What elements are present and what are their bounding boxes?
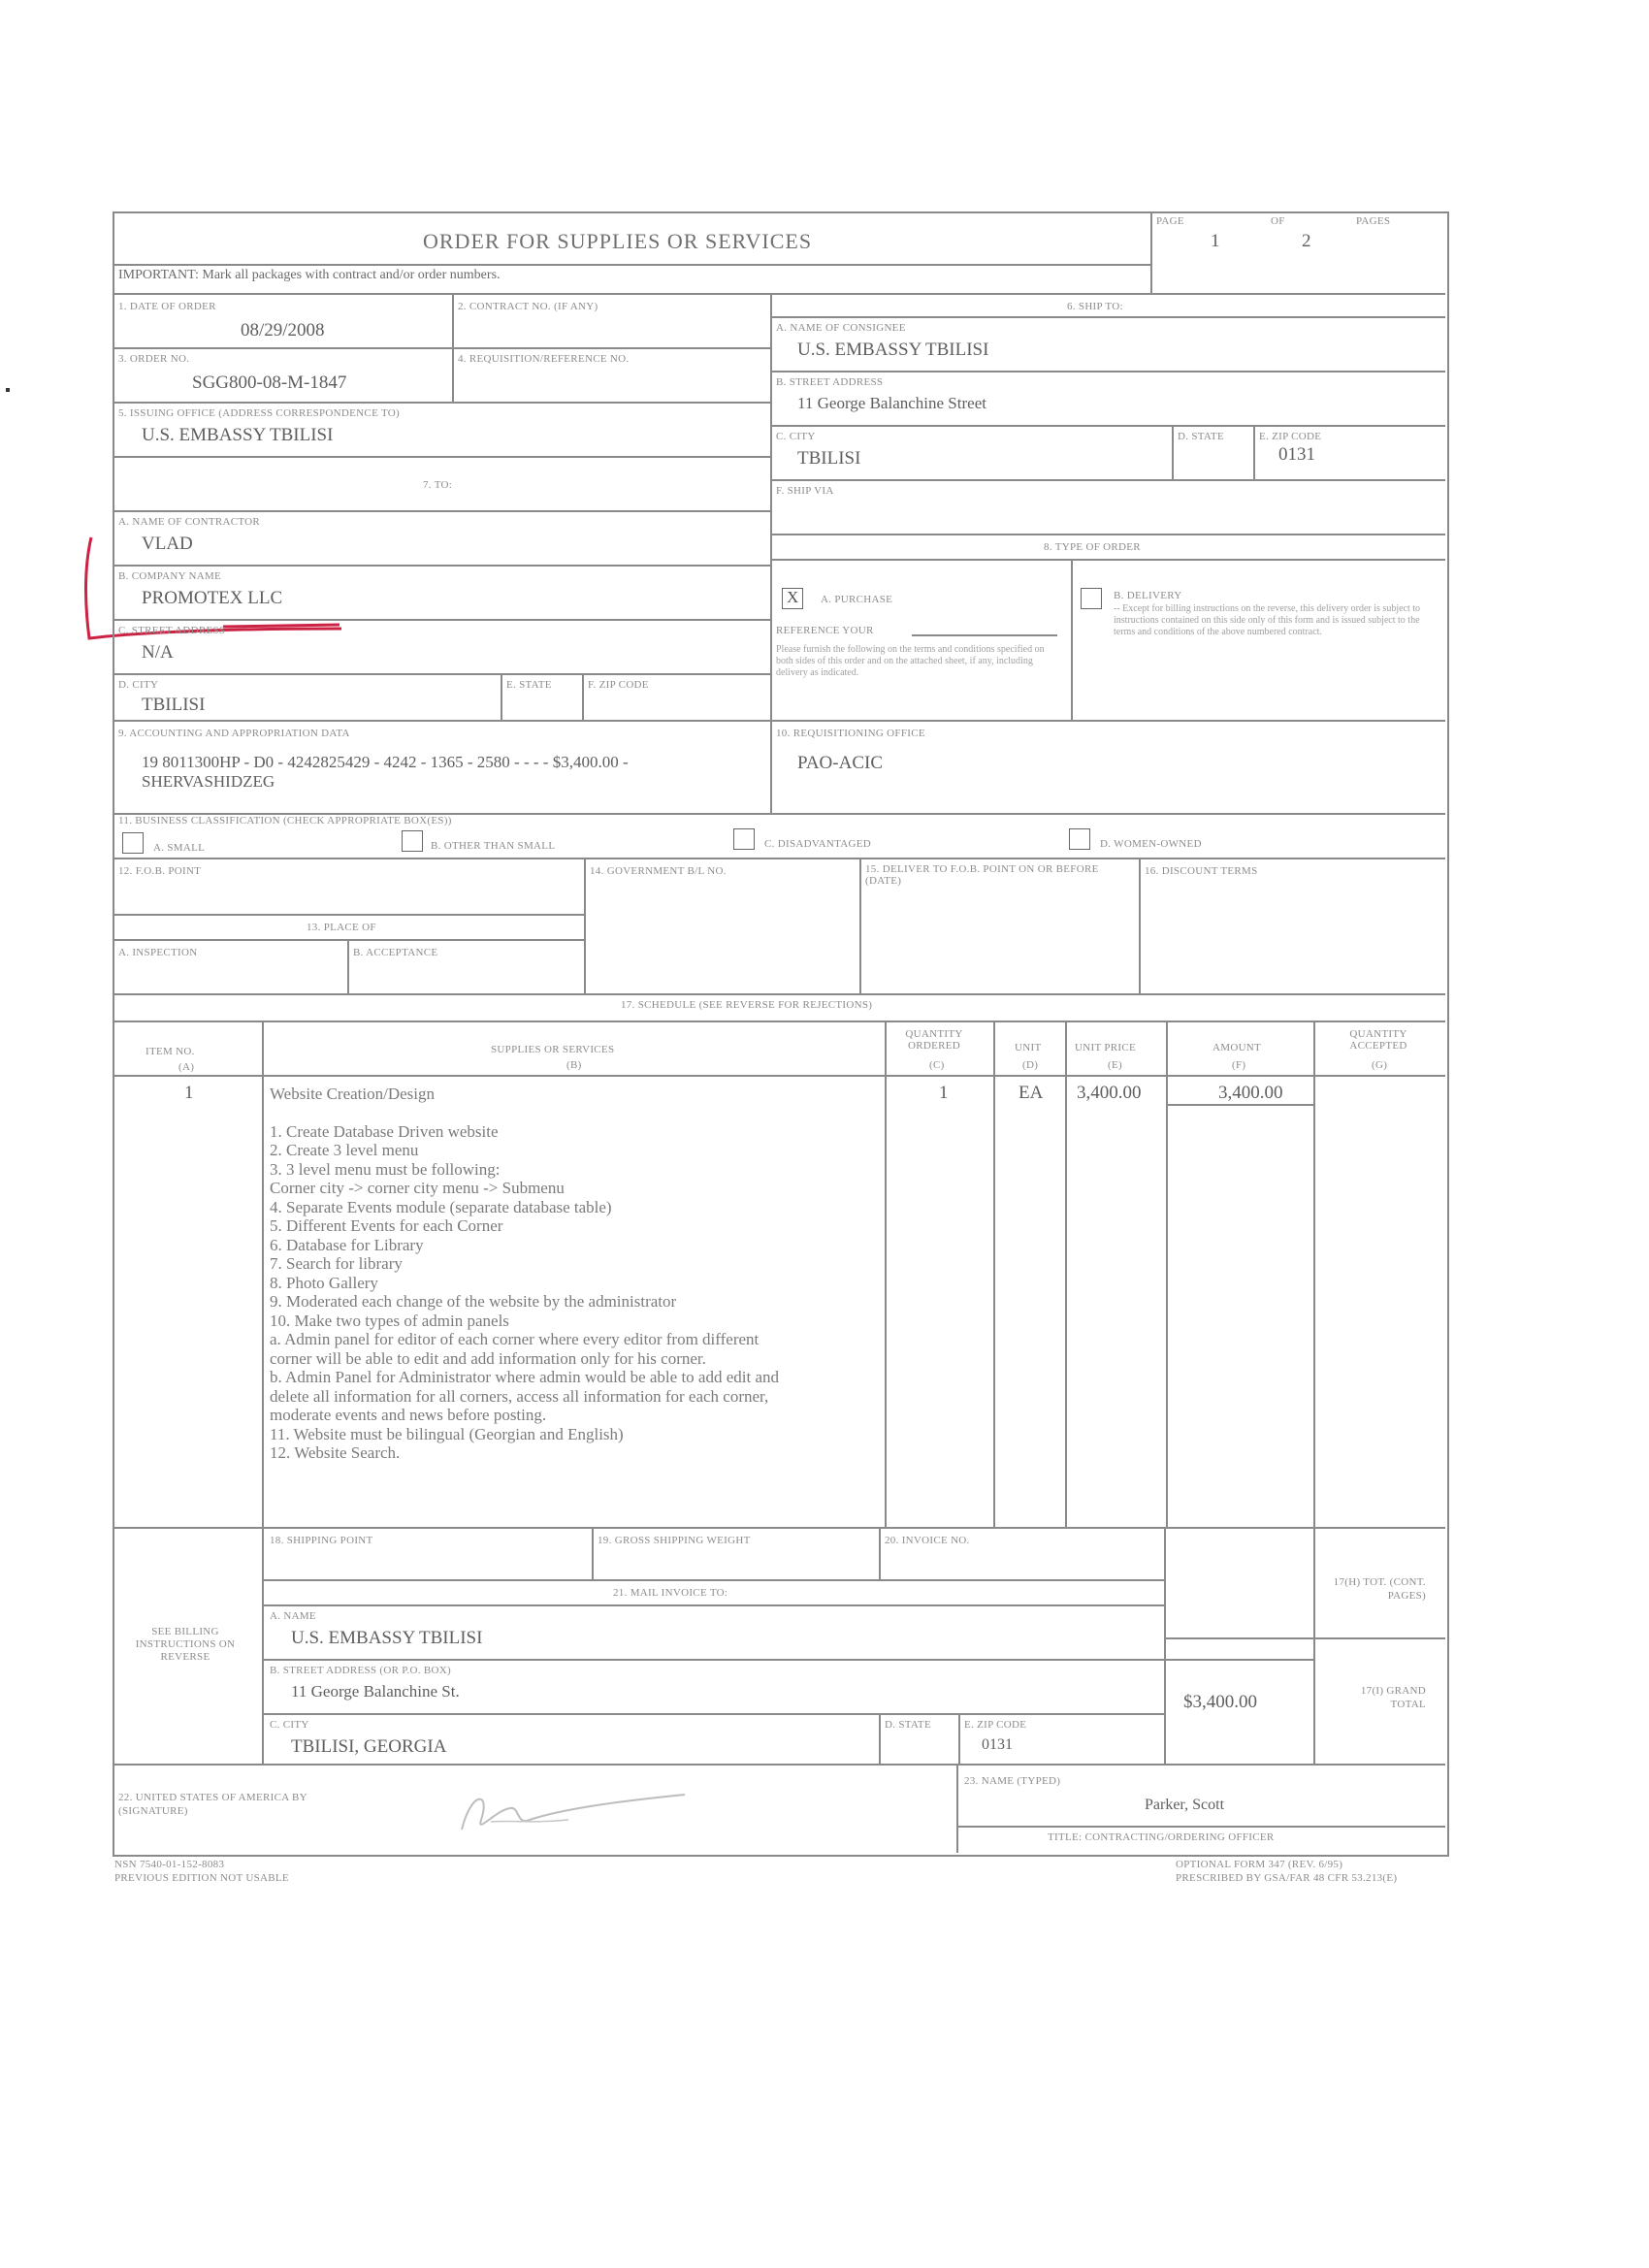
delivery-label: B. DELIVERY xyxy=(1114,590,1182,601)
rule xyxy=(113,1764,1445,1766)
rule xyxy=(1253,425,1255,479)
rule xyxy=(1164,1637,1445,1639)
description-line: 10. Make two types of admin panels xyxy=(270,1311,509,1330)
requisitioning-value: PAO-ACIC xyxy=(797,753,883,773)
fob-label: 12. F.O.B. POINT xyxy=(118,865,202,877)
bill-state-label: D. STATE xyxy=(885,1719,931,1731)
footer-prescribed: PRESCRIBED BY GSA/FAR 48 CFR 53.213(E) xyxy=(1176,1872,1398,1884)
rule xyxy=(113,1527,1445,1529)
description-line: 1. Create Database Driven website xyxy=(270,1121,499,1141)
usa-label: 22. UNITED STATES OF AMERICA BY (SIGNATURE) xyxy=(118,1792,307,1817)
important-note: IMPORTANT: Mark all packages with contract and/or order numbers. xyxy=(118,268,501,282)
consignee-value: U.S. EMBASSY TBILISI xyxy=(797,340,989,360)
grand-total-value: $3,400.00 xyxy=(1183,1692,1257,1712)
to-label: 7. TO: xyxy=(423,479,453,491)
col-unit-price: UNIT PRICE xyxy=(1075,1042,1136,1053)
rule xyxy=(347,939,349,993)
rule xyxy=(113,1021,1445,1022)
ship-zip-label: E. ZIP CODE xyxy=(1259,431,1322,442)
description-line: moderate events and news before posting. xyxy=(270,1406,547,1424)
ship-city-label: C. CITY xyxy=(776,431,816,442)
rule xyxy=(879,1527,881,1579)
bill-zip-value: 0131 xyxy=(982,1736,1013,1753)
item-amount: 3,400.00 xyxy=(1218,1083,1283,1103)
rule xyxy=(113,402,770,404)
rule xyxy=(113,347,770,349)
grand-total-label: 17(I) GRAND TOTAL xyxy=(1360,1685,1426,1710)
rule xyxy=(770,316,1445,318)
date-label: 1. DATE OF ORDER xyxy=(118,301,216,312)
biz-women-label: D. WOMEN-OWNED xyxy=(1100,838,1202,850)
rule xyxy=(1313,1527,1315,1764)
col-unit: UNIT xyxy=(1015,1042,1042,1053)
reference-label: REFERENCE YOUR xyxy=(776,625,874,636)
schedule-title: 17. SCHEDULE (SEE REVERSE FOR REJECTIONS) xyxy=(621,999,873,1011)
biz-small-checkbox[interactable] xyxy=(122,832,144,854)
rule xyxy=(113,673,770,675)
description-lines xyxy=(270,1122,890,1463)
item-unit: EA xyxy=(1018,1083,1044,1103)
stray-mark xyxy=(6,388,10,392)
bill-zip-label: E. ZIP CODE xyxy=(964,1719,1027,1731)
ship-city-value: TBILISI xyxy=(797,448,861,469)
rule xyxy=(113,456,770,458)
bill-name-value: U.S. EMBASSY TBILISI xyxy=(291,1628,483,1648)
rule xyxy=(262,1604,1164,1606)
invoice-label: 20. INVOICE NO. xyxy=(885,1535,970,1546)
description-line: b. Admin Panel for Administrator where admin would be able to add edit and xyxy=(270,1368,779,1386)
col-amount: AMOUNT xyxy=(1212,1042,1262,1053)
rule xyxy=(1166,1104,1313,1106)
form-title: ORDER FOR SUPPLIES OR SERVICES xyxy=(423,229,813,253)
street-value: N/A xyxy=(142,642,174,663)
ship-street-value: 11 George Balanchine Street xyxy=(797,394,986,412)
place-of-label: 13. PLACE OF xyxy=(307,922,376,933)
footer-previous: PREVIOUS EDITION NOT USABLE xyxy=(114,1872,289,1884)
description-line: 4. Separate Events module (separate database table) xyxy=(270,1197,612,1216)
rule xyxy=(770,371,1445,373)
rule xyxy=(113,510,770,512)
consignee-label: A. NAME OF CONSIGNEE xyxy=(776,322,906,334)
state-label: E. STATE xyxy=(506,679,552,691)
gross-weight-label: 19. GROSS SHIPPING WEIGHT xyxy=(598,1535,751,1546)
rule xyxy=(993,1021,995,1527)
item-quantity: 1 xyxy=(939,1083,949,1103)
bill-street-value: 11 George Balanchine St. xyxy=(291,1682,460,1701)
requisitioning-label: 10. REQUISITIONING OFFICE xyxy=(776,728,925,739)
delivery-checkbox[interactable] xyxy=(1081,588,1102,609)
biz-disadv-label: C. DISADVANTAGED xyxy=(764,838,872,850)
description-line: 12. Website Search. xyxy=(270,1443,401,1462)
acceptance-label: B. ACCEPTANCE xyxy=(353,947,438,958)
col-unit-price-sub: (E) xyxy=(1108,1059,1122,1071)
ship-zip-value: 0131 xyxy=(1278,444,1315,465)
typed-name-label: 23. NAME (TYPED) xyxy=(964,1775,1061,1787)
issuing-office-value: U.S. EMBASSY TBILISI xyxy=(142,425,334,445)
col-qty-sub: (C) xyxy=(929,1059,945,1071)
rule xyxy=(770,425,1445,427)
delivery-fine-print: -- Except for billing instructions on the reverse, this delivery order is subject to instructions contained on this side only of this form and is issued subject to the terms and conditions of the above numbered contract. xyxy=(1114,603,1421,637)
company-value: PROMOTEX LLC xyxy=(142,588,283,608)
pages-label: PAGES xyxy=(1356,215,1391,227)
contract-label: 2. CONTRACT NO. (IF ANY) xyxy=(458,301,598,312)
footer-form-id: OPTIONAL FORM 347 (REV. 6/95) xyxy=(1176,1859,1343,1870)
of-label: OF xyxy=(1271,215,1285,227)
rule xyxy=(262,1579,1164,1581)
bill-street-label: B. STREET ADDRESS (OR P.O. BOX) xyxy=(270,1665,451,1676)
rule xyxy=(113,565,770,567)
description-line: 2. Create 3 level menu xyxy=(270,1141,419,1159)
page-label: PAGE xyxy=(1156,215,1184,227)
rule xyxy=(956,1826,1445,1828)
gov-bl-label: 14. GOVERNMENT B/L NO. xyxy=(590,865,727,877)
rule xyxy=(113,914,584,916)
col-qty-accepted: QUANTITY ACCEPTED xyxy=(1349,1028,1407,1052)
rule xyxy=(113,1075,1445,1077)
ship-street-label: B. STREET ADDRESS xyxy=(776,376,884,388)
page-total: 2 xyxy=(1302,231,1311,251)
accounting-line-1: 19 8011300HP - D0 - 4242825429 - 4242 - 1365 - 2580 - - - - $3,400.00 - xyxy=(142,753,629,771)
date-value: 08/29/2008 xyxy=(241,320,325,340)
accounting-line-2: SHERVASHIDZEG xyxy=(142,772,275,791)
description-line: 6. Database for Library xyxy=(270,1235,424,1254)
purchase-checkbox[interactable] xyxy=(782,588,803,609)
rule xyxy=(770,720,772,813)
company-label: B. COMPANY NAME xyxy=(118,570,222,582)
shipping-point-label: 18. SHIPPING POINT xyxy=(270,1535,373,1546)
total-cont-label: 17(H) TOT. (CONT. PAGES) xyxy=(1333,1576,1426,1602)
col-item: ITEM NO. xyxy=(146,1046,195,1057)
mail-invoice-label: 21. MAIL INVOICE TO: xyxy=(613,1587,728,1599)
col-qty-accepted-sub: (G) xyxy=(1372,1059,1388,1071)
rule xyxy=(1164,1527,1166,1764)
rule xyxy=(956,1764,958,1853)
officer-signature xyxy=(452,1781,695,1839)
page-number: 1 xyxy=(1211,231,1220,251)
rule xyxy=(113,720,1445,722)
item-unit-price: 3,400.00 xyxy=(1077,1083,1142,1103)
street-label: C. STREET ADDRESS xyxy=(118,625,226,636)
city-label: D. CITY xyxy=(118,679,159,691)
zip-label: F. ZIP CODE xyxy=(588,679,649,691)
rule xyxy=(113,619,770,621)
discount-label: 16. DISCOUNT TERMS xyxy=(1145,865,1258,877)
bill-city-label: C. CITY xyxy=(270,1719,309,1731)
bill-name-label: A. NAME xyxy=(270,1610,316,1622)
col-supplies: SUPPLIES OR SERVICES xyxy=(491,1044,615,1055)
description-line: 9. Moderated each change of the website by the administrator xyxy=(270,1292,677,1311)
item-description xyxy=(270,1085,890,1463)
rule xyxy=(262,1713,1164,1715)
description-line: 8. Photo Gallery xyxy=(270,1273,378,1292)
rule xyxy=(859,858,861,993)
rule xyxy=(1139,858,1141,993)
city-value: TBILISI xyxy=(142,695,206,715)
rule xyxy=(770,559,1445,561)
col-amount-sub: (F) xyxy=(1232,1059,1246,1071)
contractor-label: A. NAME OF CONTRACTOR xyxy=(118,516,261,528)
description-line: 7. Search for library xyxy=(270,1254,403,1273)
accounting-label: 9. ACCOUNTING AND APPROPRIATION DATA xyxy=(118,728,350,739)
rule xyxy=(1065,1021,1067,1527)
description-line: 3. 3 level menu must be following: xyxy=(270,1159,501,1179)
rule xyxy=(501,673,502,720)
col-unit-sub: (D) xyxy=(1022,1059,1039,1071)
inspection-label: A. INSPECTION xyxy=(118,947,198,958)
rule xyxy=(113,993,1445,995)
rule xyxy=(113,858,1445,859)
purchase-label: A. PURCHASE xyxy=(821,594,893,605)
deliver-fob-label: 15. DELIVER TO F.O.B. POINT ON OR BEFORE (DATE) xyxy=(865,863,1099,887)
typed-name-value: Parker, Scott xyxy=(1145,1797,1225,1813)
rule xyxy=(262,1659,1313,1661)
description-line: Corner city -> corner city menu -> Submenu xyxy=(270,1179,565,1197)
biz-disadv-checkbox[interactable] xyxy=(733,828,755,850)
order-no-value: SGG800-08-M-1847 xyxy=(192,373,347,393)
rule xyxy=(1313,1021,1315,1527)
purchase-fine-print: Please furnish the following on the terms and conditions specified on both sides of this order and on the attached sheet, if any, including delivery as indicated. xyxy=(776,644,1045,678)
item-title: Website Creation/Design xyxy=(270,1085,436,1103)
purchase-check-mark: X xyxy=(787,588,799,606)
rule xyxy=(1172,425,1174,479)
order-no-label: 3. ORDER NO. xyxy=(118,353,190,365)
rule xyxy=(262,1527,264,1764)
type-order-label: 8. TYPE OF ORDER xyxy=(1044,541,1141,553)
issuing-office-label: 5. ISSUING OFFICE (ADDRESS CORRESPONDENCE TO) xyxy=(118,407,400,419)
officer-title: TITLE: CONTRACTING/ORDERING OFFICER xyxy=(1048,1831,1275,1843)
rule xyxy=(262,1021,264,1527)
rule xyxy=(912,634,1057,636)
biz-women-checkbox[interactable] xyxy=(1069,828,1090,850)
requisition-label: 4. REQUISITION/REFERENCE NO. xyxy=(458,353,630,365)
col-supplies-sub: (B) xyxy=(566,1059,582,1071)
rule xyxy=(770,534,1445,535)
see-billing: SEE BILLING INSTRUCTIONS ON REVERSE xyxy=(135,1626,236,1663)
rule xyxy=(958,1713,960,1764)
rule xyxy=(113,264,1150,266)
ship-via-label: F. SHIP VIA xyxy=(776,485,834,497)
biz-other-checkbox[interactable] xyxy=(402,830,423,852)
description-line: corner will be able to edit and add information only for his corner. xyxy=(270,1348,706,1368)
contractor-value: VLAD xyxy=(142,534,193,554)
description-line: 5. Different Events for each Corner xyxy=(270,1216,503,1235)
rule xyxy=(879,1713,881,1764)
ship-to-label: 6. SHIP TO: xyxy=(1067,301,1123,312)
col-qty-ordered: QUANTITY ORDERED xyxy=(905,1028,963,1052)
rule xyxy=(1150,211,1152,293)
rule xyxy=(770,293,772,720)
footer-nsn: NSN 7540-01-152-8083 xyxy=(114,1859,225,1870)
business-label: 11. BUSINESS CLASSIFICATION (CHECK APPROPRIATE BOX(ES)) xyxy=(118,815,452,826)
description-line: a. Admin panel for editor of each corner where every editor from different xyxy=(270,1330,760,1348)
biz-other-label: B. OTHER THAN SMALL xyxy=(431,840,556,852)
col-item-sub: (A) xyxy=(178,1061,195,1073)
bill-city-value: TBILISI, GEORGIA xyxy=(291,1736,447,1757)
rule xyxy=(770,479,1445,481)
biz-small-label: A. SMALL xyxy=(153,842,206,854)
item-no: 1 xyxy=(184,1083,194,1103)
rule xyxy=(582,673,584,720)
description-line: delete all information for all corners, access all information for each corner, xyxy=(270,1386,769,1406)
rule xyxy=(592,1527,594,1579)
rule xyxy=(584,858,586,993)
rule xyxy=(1071,559,1073,720)
ship-state-label: D. STATE xyxy=(1178,431,1224,442)
rule xyxy=(1166,1021,1168,1527)
description-line: 11. Website must be bilingual (Georgian and English) xyxy=(270,1424,624,1443)
rule xyxy=(113,293,1445,295)
